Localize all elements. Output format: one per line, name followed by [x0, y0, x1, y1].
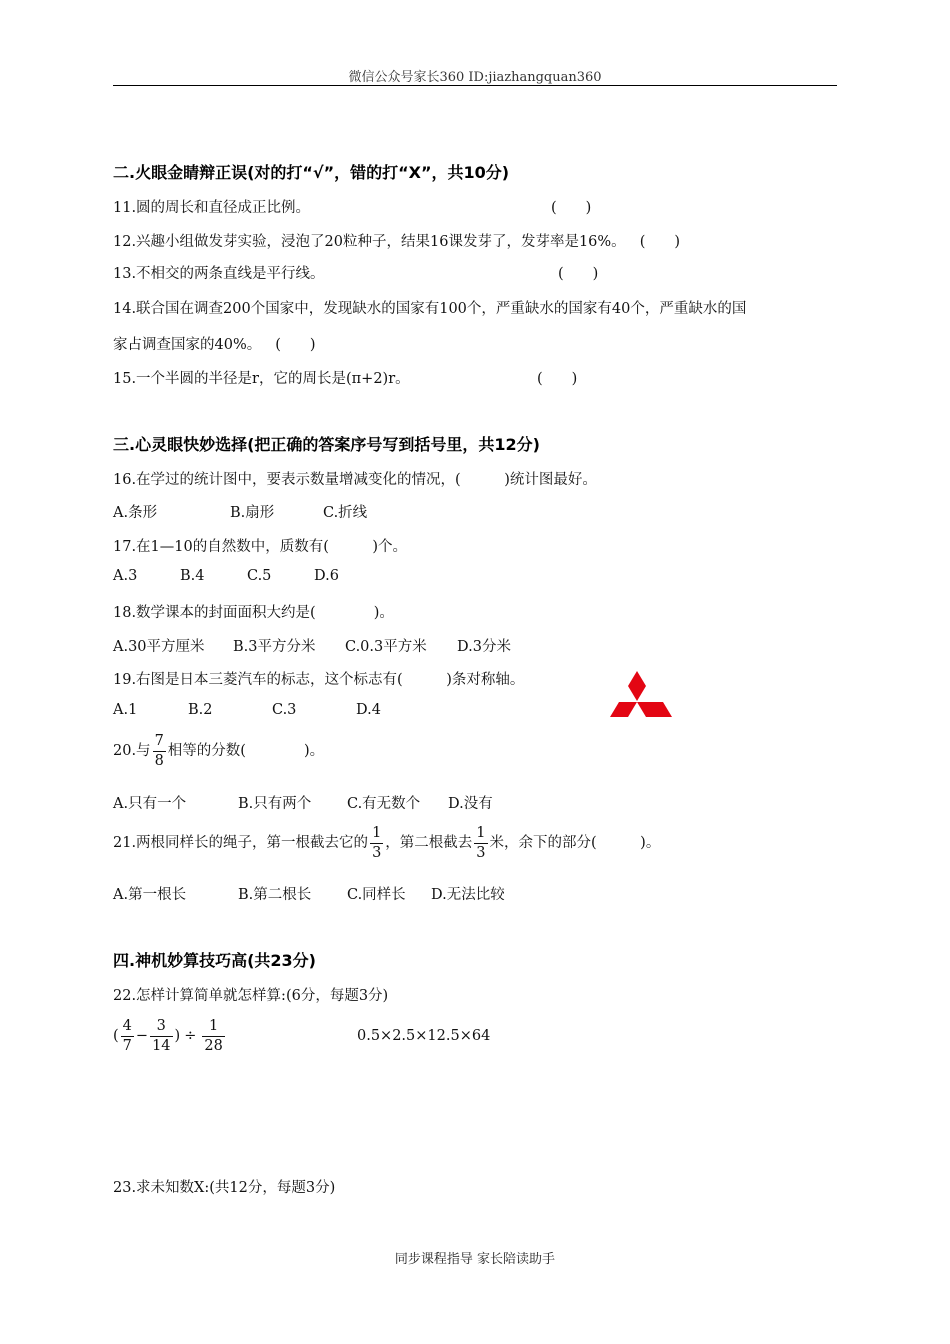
- fraction-numerator: 7: [153, 734, 166, 752]
- question-17-options: [113, 568, 339, 584]
- option-c: C.0.3平方米: [345, 639, 427, 655]
- option-a: A.条形: [113, 505, 158, 521]
- question-20-options: [113, 792, 493, 813]
- fraction-denominator: 28: [204, 1037, 223, 1054]
- question-14-text: 家占调查国家的40%。: [113, 337, 262, 353]
- question-16: 16.在学过的统计图中，要表示数量增减变化的情况，( )统计图最好。: [113, 472, 597, 488]
- fraction-one-twenty-eighth: [202, 1019, 224, 1053]
- fraction-denominator: 3: [476, 844, 486, 861]
- question-19-options: [113, 702, 381, 718]
- question-20-suffix: 相等的分数( )。: [167, 743, 325, 759]
- page-header: 微信公众号家长360 ID:jiazhangquan360: [348, 70, 602, 85]
- question-14-answer-blank: ( ): [275, 337, 316, 353]
- fraction-numerator: 4: [121, 1019, 134, 1037]
- question-15-answer-blank: ( ): [537, 371, 578, 387]
- fraction-numerator: 1: [474, 826, 487, 844]
- question-13-answer-blank: ( ): [558, 266, 599, 282]
- question-21-part-3: 米，余下的部分( )。: [489, 835, 661, 851]
- right-paren: ): [174, 1028, 181, 1044]
- option-d: D.没有: [448, 796, 493, 812]
- option-d: D.无法比较: [431, 887, 505, 903]
- fraction-seven-eighths: [153, 734, 166, 768]
- option-b: B.第二根长: [238, 887, 312, 903]
- section-2-title: 二.火眼金睛辩正误(对的打“√”，错的打“X”，共10分): [113, 163, 510, 182]
- question-11-answer-blank: ( ): [551, 200, 592, 216]
- expression-1: [113, 1016, 227, 1056]
- question-18: 18.数学课本的封面面积大约是( )。: [113, 605, 394, 621]
- fraction-one-third-meter: [474, 826, 487, 860]
- question-21: [113, 826, 660, 860]
- question-11: 11.圆的周长和直径成正比例。: [113, 200, 311, 216]
- fraction-four-sevenths: [121, 1019, 134, 1053]
- fraction-numerator: 1: [202, 1019, 224, 1037]
- question-13: 13.不相交的两条直线是平行线。: [113, 266, 325, 282]
- option-a: A.1: [113, 702, 138, 718]
- option-a: A.只有一个: [113, 796, 187, 812]
- option-d: D.3分米: [457, 639, 511, 655]
- question-21-part-1: 21.两根同样长的绳子，第一根截去它的: [113, 835, 369, 851]
- question-18-options: [113, 635, 511, 656]
- question-12-answer-blank: ( ): [639, 234, 681, 250]
- fraction-denominator: 8: [154, 752, 164, 769]
- section-3-title: 三.心灵眼快妙选择(把正确的答案序号写到括号里，共12分): [113, 435, 540, 454]
- option-a: A.第一根长: [113, 887, 187, 903]
- page-footer: 同步课程指导 家长陪读助手: [394, 1252, 556, 1267]
- option-a: A.3: [113, 568, 138, 584]
- option-a: A.30平方厘米: [113, 639, 205, 655]
- option-c: C.折线: [323, 505, 368, 521]
- question-12-text: 12.兴趣小组做发芽实验，浸泡了20粒种子，结果16课发芽了，发芽率是16%。: [113, 234, 626, 250]
- question-15: 15.一个半圆的半径是r，它的周长是(π+2)r。: [113, 371, 410, 387]
- fraction-denominator: 14: [152, 1037, 171, 1054]
- question-20-prefix: 20.与: [113, 743, 151, 759]
- option-c: C.3: [272, 702, 297, 718]
- divide-sign: ÷: [184, 1028, 197, 1044]
- question-21-part-2: ，第二根截去: [385, 835, 473, 851]
- header-divider: [113, 85, 837, 86]
- question-17: 17.在1—10的自然数中，质数有( )个。: [113, 539, 408, 555]
- question-20: [113, 734, 324, 768]
- option-b: B.2: [188, 702, 213, 718]
- option-b: B.3平方分米: [233, 639, 316, 655]
- option-d: D.4: [356, 702, 381, 718]
- fraction-numerator: 1: [370, 826, 383, 844]
- option-d: D.6: [314, 568, 339, 584]
- option-b: B.扇形: [230, 505, 275, 521]
- fraction-denominator: 7: [122, 1037, 132, 1054]
- option-c: C.同样长: [347, 887, 406, 903]
- section-4-title: 四.神机妙算技巧高(共23分): [113, 951, 316, 970]
- option-c: C.5: [247, 568, 272, 584]
- fraction-three-fourteenths: [150, 1019, 172, 1053]
- fraction-numerator: 3: [150, 1019, 172, 1037]
- mitsubishi-logo-icon: [602, 671, 672, 733]
- fraction-one-third: [370, 826, 383, 860]
- question-19: 19.右图是日本三菱汽车的标志，这个标志有( )条对称轴。: [113, 672, 525, 688]
- question-16-options: [113, 501, 367, 522]
- expression-2: 0.5×2.5×12.5×64: [357, 1028, 491, 1044]
- option-b: B.4: [180, 568, 205, 584]
- left-paren: (: [113, 1028, 119, 1044]
- question-14-line-1: 14.联合国在调查200个国家中，发现缺水的国家有100个，严重缺水的国家有40个，严重缺水的国: [113, 301, 747, 317]
- question-22: 22.怎样计算简单就怎样算:(6分，每题3分): [113, 988, 389, 1004]
- question-14-line-2: [113, 333, 316, 354]
- question-21-options: [113, 883, 505, 904]
- option-b: B.只有两个: [238, 796, 312, 812]
- question-12: [113, 230, 680, 251]
- minus-sign: −: [135, 1028, 149, 1044]
- fraction-denominator: 3: [372, 844, 382, 861]
- question-23: 23.求未知数X:(共12分，每题3分): [113, 1180, 336, 1196]
- option-c: C.有无数个: [347, 796, 421, 812]
